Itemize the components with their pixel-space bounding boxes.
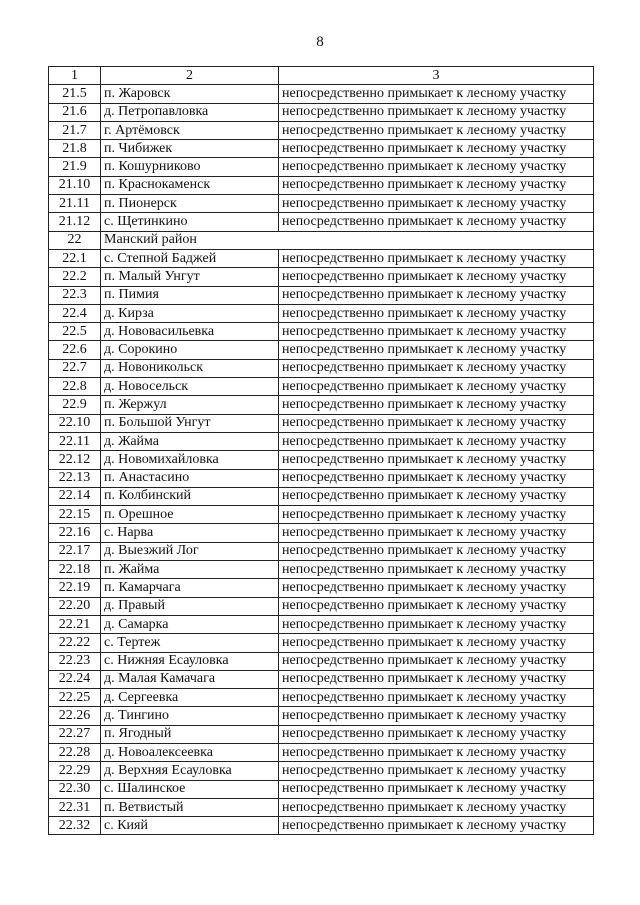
settlement-name: д. Кирза <box>101 304 279 322</box>
row-number: 22.6 <box>49 341 101 359</box>
table-row <box>49 615 594 633</box>
column-header-1: 1 <box>49 67 101 85</box>
table-body <box>49 85 594 835</box>
row-number: 22.14 <box>49 487 101 505</box>
settlement-name: п. Орешное <box>101 506 279 524</box>
settlement-name: д. Тингино <box>101 707 279 725</box>
settlement-name: п. Анастасино <box>101 469 279 487</box>
row-number: 22.24 <box>49 670 101 688</box>
table-row <box>49 432 594 450</box>
table-row <box>49 396 594 414</box>
row-number: 22.17 <box>49 542 101 560</box>
settlement-name: д. Верхняя Есауловка <box>101 762 279 780</box>
settlement-name: д. Нововасильевка <box>101 323 279 341</box>
table-row <box>49 487 594 505</box>
settlement-name: п. Камарчага <box>101 579 279 597</box>
adjacency-description: непосредственно примыкает к лесному участку <box>279 432 594 450</box>
adjacency-description: непосредственно примыкает к лесному участку <box>279 542 594 560</box>
row-number: 21.6 <box>49 103 101 121</box>
adjacency-description: непосредственно примыкает к лесному участку <box>279 615 594 633</box>
settlement-name: п. Жайма <box>101 561 279 579</box>
settlement-name: п. Пионерск <box>101 195 279 213</box>
adjacency-description: непосредственно примыкает к лесному участку <box>279 176 594 194</box>
table-row <box>49 780 594 798</box>
adjacency-description: непосредственно примыкает к лесному участку <box>279 524 594 542</box>
adjacency-description: непосредственно примыкает к лесному участку <box>279 249 594 267</box>
row-number: 22.16 <box>49 524 101 542</box>
adjacency-description: непосредственно примыкает к лесному участку <box>279 286 594 304</box>
settlement-name: д. Новомихайловка <box>101 451 279 469</box>
adjacency-description: непосредственно примыкает к лесному участку <box>279 451 594 469</box>
settlement-name: д. Сорокино <box>101 341 279 359</box>
adjacency-description: непосредственно примыкает к лесному участку <box>279 414 594 432</box>
row-number: 22.27 <box>49 725 101 743</box>
district-row <box>49 231 594 249</box>
row-number: 22.25 <box>49 689 101 707</box>
row-number: 22.20 <box>49 597 101 615</box>
settlement-name: г. Артёмовск <box>101 121 279 139</box>
settlement-name: д. Жайма <box>101 432 279 450</box>
settlement-name: с. Нарва <box>101 524 279 542</box>
table-row <box>49 579 594 597</box>
row-number: 22.2 <box>49 268 101 286</box>
settlement-name: д. Новоникольск <box>101 359 279 377</box>
adjacency-description: непосредственно примыкает к лесному участку <box>279 707 594 725</box>
adjacency-description: непосредственно примыкает к лесному участку <box>279 396 594 414</box>
settlement-name: п. Жаровск <box>101 85 279 103</box>
adjacency-description: непосредственно примыкает к лесному участку <box>279 140 594 158</box>
table-row <box>49 817 594 835</box>
table-row <box>49 158 594 176</box>
row-number: 21.8 <box>49 140 101 158</box>
settlement-name: п. Колбинский <box>101 487 279 505</box>
table-row <box>49 762 594 780</box>
table-row <box>49 323 594 341</box>
adjacency-description: непосредственно примыкает к лесному участку <box>279 341 594 359</box>
adjacency-description: непосредственно примыкает к лесному участку <box>279 359 594 377</box>
table-row <box>49 176 594 194</box>
adjacency-description: непосредственно примыкает к лесному участку <box>279 689 594 707</box>
row-number: 21.11 <box>49 195 101 213</box>
table-row <box>49 140 594 158</box>
settlement-name: д. Сергеевка <box>101 689 279 707</box>
adjacency-description: непосредственно примыкает к лесному участку <box>279 469 594 487</box>
adjacency-description: непосредственно примыкает к лесному участку <box>279 195 594 213</box>
table-row <box>49 286 594 304</box>
adjacency-description: непосредственно примыкает к лесному участку <box>279 103 594 121</box>
settlement-name: п. Кошурниково <box>101 158 279 176</box>
row-number: 22.5 <box>49 323 101 341</box>
adjacency-description: непосредственно примыкает к лесному участку <box>279 652 594 670</box>
row-number: 21.9 <box>49 158 101 176</box>
adjacency-description: непосредственно примыкает к лесному участку <box>279 213 594 231</box>
table-row <box>49 414 594 432</box>
settlement-name: д. Выезжий Лог <box>101 542 279 560</box>
table-row <box>49 213 594 231</box>
settlement-name: д. Новоалексеевка <box>101 743 279 761</box>
table-row <box>49 103 594 121</box>
table-row <box>49 85 594 103</box>
table-row <box>49 524 594 542</box>
table-row <box>49 597 594 615</box>
settlement-name: с. Степной Баджей <box>101 249 279 267</box>
table-row <box>49 359 594 377</box>
row-number: 22 <box>49 231 101 249</box>
row-number: 21.10 <box>49 176 101 194</box>
adjacency-description: непосредственно примыкает к лесному участку <box>279 323 594 341</box>
settlement-name: п. Жержул <box>101 396 279 414</box>
settlement-name: с. Нижняя Есауловка <box>101 652 279 670</box>
adjacency-description: непосредственно примыкает к лесному участку <box>279 798 594 816</box>
row-number: 22.9 <box>49 396 101 414</box>
adjacency-description: непосредственно примыкает к лесному участку <box>279 670 594 688</box>
settlement-name: п. Пимия <box>101 286 279 304</box>
settlement-name: д. Малая Камачага <box>101 670 279 688</box>
adjacency-description: непосредственно примыкает к лесному участку <box>279 634 594 652</box>
district-name: Манский район <box>101 231 594 249</box>
row-number: 22.31 <box>49 798 101 816</box>
table-header-row <box>49 67 594 85</box>
table-row <box>49 542 594 560</box>
settlement-name: п. Большой Унгут <box>101 414 279 432</box>
row-number: 22.32 <box>49 817 101 835</box>
adjacency-description: непосредственно примыкает к лесному участку <box>279 85 594 103</box>
adjacency-description: непосредственно примыкает к лесному участку <box>279 817 594 835</box>
row-number: 22.18 <box>49 561 101 579</box>
page-number: 8 <box>316 34 324 50</box>
table-row <box>49 652 594 670</box>
adjacency-description: непосредственно примыкает к лесному участку <box>279 268 594 286</box>
table-row <box>49 506 594 524</box>
table-row <box>49 249 594 267</box>
row-number: 22.22 <box>49 634 101 652</box>
row-number: 22.26 <box>49 707 101 725</box>
settlement-name: п. Чибижек <box>101 140 279 158</box>
row-number: 22.11 <box>49 432 101 450</box>
table-row <box>49 451 594 469</box>
adjacency-description: непосредственно примыкает к лесному участку <box>279 762 594 780</box>
row-number: 21.7 <box>49 121 101 139</box>
settlement-name: д. Правый <box>101 597 279 615</box>
adjacency-description: непосредственно примыкает к лесному участку <box>279 378 594 396</box>
adjacency-description: непосредственно примыкает к лесному участку <box>279 121 594 139</box>
adjacency-description: непосредственно примыкает к лесному участку <box>279 780 594 798</box>
table-row <box>49 707 594 725</box>
row-number: 22.28 <box>49 743 101 761</box>
table-row <box>49 121 594 139</box>
row-number: 22.12 <box>49 451 101 469</box>
settlements-table <box>48 66 594 835</box>
adjacency-description: непосредственно примыкает к лесному участку <box>279 506 594 524</box>
settlement-name: д. Петропавловка <box>101 103 279 121</box>
row-number: 22.15 <box>49 506 101 524</box>
row-number: 22.29 <box>49 762 101 780</box>
row-number: 22.8 <box>49 378 101 396</box>
adjacency-description: непосредственно примыкает к лесному участку <box>279 725 594 743</box>
settlement-name: д. Новосельск <box>101 378 279 396</box>
table-row <box>49 561 594 579</box>
row-number: 22.4 <box>49 304 101 322</box>
settlement-name: п. Ветвистый <box>101 798 279 816</box>
row-number: 21.12 <box>49 213 101 231</box>
column-header-3: 3 <box>279 67 594 85</box>
table-row <box>49 341 594 359</box>
table-row <box>49 378 594 396</box>
settlement-name: с. Шалинское <box>101 780 279 798</box>
row-number: 22.19 <box>49 579 101 597</box>
row-number: 22.3 <box>49 286 101 304</box>
row-number: 22.1 <box>49 249 101 267</box>
table-row <box>49 268 594 286</box>
table-row <box>49 195 594 213</box>
settlement-name: п. Краснокаменск <box>101 176 279 194</box>
table-row <box>49 469 594 487</box>
row-number: 22.7 <box>49 359 101 377</box>
settlement-name: с. Щетинкино <box>101 213 279 231</box>
row-number: 22.30 <box>49 780 101 798</box>
row-number: 22.13 <box>49 469 101 487</box>
table-row <box>49 634 594 652</box>
row-number: 22.10 <box>49 414 101 432</box>
settlement-name: д. Самарка <box>101 615 279 633</box>
adjacency-description: непосредственно примыкает к лесному участку <box>279 158 594 176</box>
table-row <box>49 743 594 761</box>
adjacency-description: непосредственно примыкает к лесному участку <box>279 579 594 597</box>
row-number: 22.21 <box>49 615 101 633</box>
table-row <box>49 670 594 688</box>
settlement-name: с. Тертеж <box>101 634 279 652</box>
row-number: 22.23 <box>49 652 101 670</box>
adjacency-description: непосредственно примыкает к лесному участку <box>279 561 594 579</box>
adjacency-description: непосредственно примыкает к лесному участку <box>279 597 594 615</box>
adjacency-description: непосредственно примыкает к лесному участку <box>279 487 594 505</box>
adjacency-description: непосредственно примыкает к лесному участку <box>279 304 594 322</box>
table-row <box>49 304 594 322</box>
row-number: 21.5 <box>49 85 101 103</box>
settlement-name: п. Ягодный <box>101 725 279 743</box>
table-row <box>49 725 594 743</box>
settlement-name: с. Кияй <box>101 817 279 835</box>
table-row <box>49 798 594 816</box>
adjacency-description: непосредственно примыкает к лесному участку <box>279 743 594 761</box>
column-header-2: 2 <box>101 67 279 85</box>
table-row <box>49 689 594 707</box>
settlement-name: п. Малый Унгут <box>101 268 279 286</box>
